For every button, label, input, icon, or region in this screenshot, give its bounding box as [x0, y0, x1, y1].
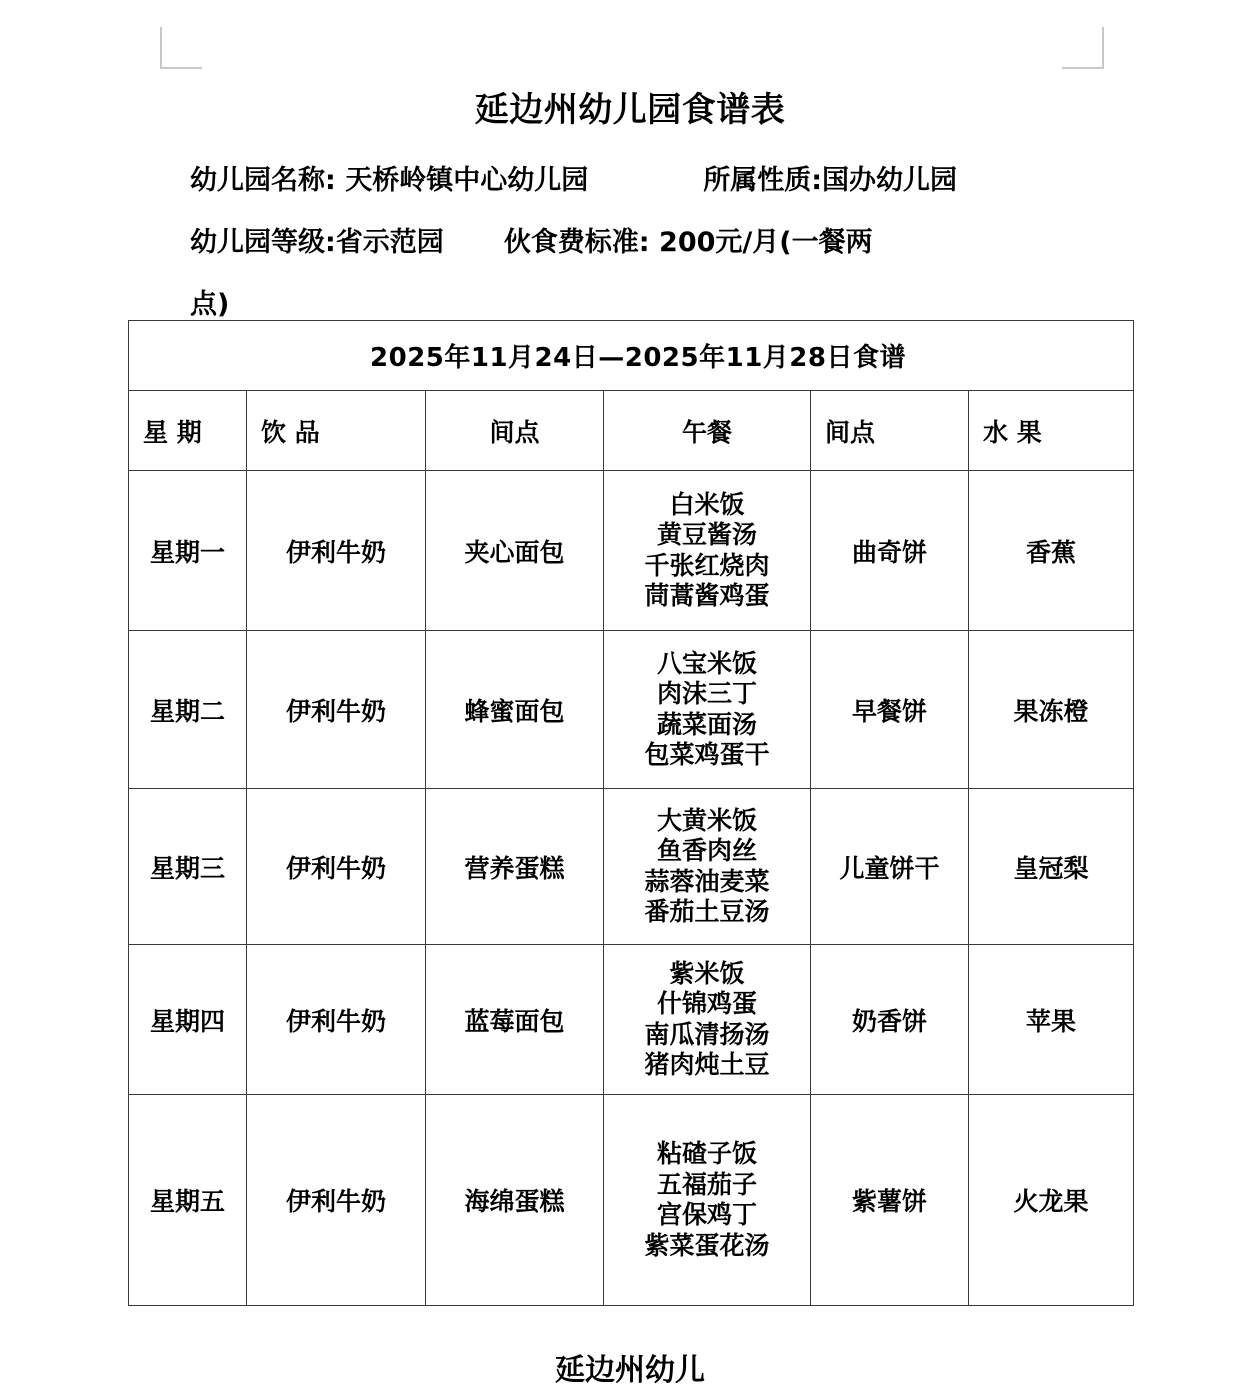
cell-lunch — [604, 631, 811, 789]
cell-fruit: 火龙果 — [969, 1095, 1134, 1306]
lunch-dish: 大黄米饭 — [656, 805, 757, 835]
column-header-snack1: 间点 — [426, 391, 604, 471]
nature-group — [703, 150, 957, 212]
table-row — [129, 471, 1134, 631]
fee-group — [504, 212, 873, 274]
cell-day: 星期一 — [129, 471, 247, 631]
cell-day: 星期三 — [129, 789, 247, 945]
lunch-dish: 蒜蓉油麦菜 — [644, 866, 770, 896]
lunch-dish: 粘碴子饭 — [656, 1139, 757, 1168]
cell-lunch — [604, 789, 811, 945]
lunch-dish: 五福茄子 — [656, 1169, 757, 1199]
meta-row-name-nature — [190, 150, 1090, 212]
level-label: 幼儿园等级: — [190, 227, 336, 258]
kindergarten-name-value: 天桥岭镇中心幼儿园 — [345, 165, 589, 196]
clipped-footer-text: 延边州幼儿 — [555, 1353, 705, 1388]
table-caption-row — [129, 321, 1134, 391]
cell-lunch — [604, 1095, 811, 1306]
kindergarten-name-label: 幼儿园名称: — [190, 165, 336, 196]
cell-snack1: 海绵蛋糕 — [426, 1095, 604, 1306]
table-caption: 2025年11月24日—2025年11月28日食谱 — [129, 321, 1134, 391]
cell-snack2: 奶香饼 — [811, 945, 969, 1095]
cell-lunch — [604, 945, 811, 1095]
menu-table — [128, 320, 1134, 1306]
column-header-lunch: 午餐 — [604, 391, 811, 471]
cell-lunch — [604, 471, 811, 631]
cell-drink: 伊利牛奶 — [247, 1095, 426, 1306]
lunch-dish: 宫保鸡丁 — [656, 1200, 757, 1229]
lunch-dish: 茼蒿酱鸡蛋 — [644, 581, 770, 610]
lunch-dish: 什锦鸡蛋 — [656, 989, 757, 1018]
table-row — [129, 945, 1134, 1095]
meta-row-level-fee — [190, 212, 1090, 274]
cell-drink: 伊利牛奶 — [247, 471, 426, 631]
cell-snack2: 早餐饼 — [811, 631, 969, 789]
page-margin-mark-top-right — [1062, 27, 1104, 69]
cell-snack1: 夹心面包 — [426, 471, 604, 631]
lunch-dish: 蔬菜面汤 — [656, 709, 757, 739]
lunch-dish: 南瓜清扬汤 — [644, 1019, 770, 1049]
menu-table-head — [129, 321, 1134, 471]
table-row — [129, 1095, 1134, 1306]
menu-table-body — [129, 471, 1134, 1306]
fee-label: 伙食费标准: — [503, 227, 650, 258]
lunch-dish: 黄豆酱汤 — [656, 520, 757, 549]
cell-snack2: 紫薯饼 — [811, 1095, 969, 1306]
cell-fruit: 皇冠梨 — [969, 789, 1134, 945]
cell-fruit: 果冻橙 — [969, 631, 1134, 789]
table-row — [129, 631, 1134, 789]
fee-value-continued: 点) — [190, 289, 230, 320]
cell-snack2: 曲奇饼 — [811, 471, 969, 631]
lunch-dish: 白米饭 — [669, 489, 745, 519]
lunch-dish: 包菜鸡蛋干 — [644, 740, 770, 769]
table-row — [129, 789, 1134, 945]
lunch-dish: 千张红烧肉 — [644, 550, 770, 580]
page-title: 延边州幼儿园食谱表 — [474, 90, 786, 130]
lunch-dish: 紫米饭 — [669, 958, 745, 988]
nature-value: 国办幼儿园 — [822, 165, 958, 196]
lunch-dish: 八宝米饭 — [656, 648, 757, 678]
cell-day: 星期五 — [129, 1095, 247, 1306]
lunch-dish: 紫菜蛋花汤 — [644, 1230, 770, 1260]
cell-drink: 伊利牛奶 — [247, 945, 426, 1095]
fee-value: 200元/月(一餐两 — [659, 227, 873, 258]
cell-drink: 伊利牛奶 — [247, 789, 426, 945]
column-header-snack2: 间点 — [811, 391, 969, 471]
cell-day: 星期二 — [129, 631, 247, 789]
cell-snack2: 儿童饼干 — [811, 789, 969, 945]
kindergarten-name-group — [190, 150, 588, 212]
level-group — [190, 212, 444, 274]
lunch-dish: 肉沫三丁 — [656, 679, 757, 708]
cell-snack1: 蜂蜜面包 — [426, 631, 604, 789]
page-margin-mark-top-left — [160, 27, 202, 69]
cell-snack1: 营养蛋糕 — [426, 789, 604, 945]
lunch-dish: 鱼香肉丝 — [656, 836, 757, 865]
cell-fruit: 香蕉 — [969, 471, 1134, 631]
nature-label: 所属性质: — [703, 165, 823, 196]
column-header-drink: 饮 品 — [247, 391, 426, 471]
lunch-dish: 番茄土豆汤 — [644, 897, 770, 926]
cell-fruit: 苹果 — [969, 945, 1134, 1095]
table-header-row — [129, 391, 1134, 471]
column-header-day: 星 期 — [129, 391, 247, 471]
cell-day: 星期四 — [129, 945, 247, 1095]
lunch-dish: 猪肉炖土豆 — [644, 1050, 770, 1079]
column-header-fruit: 水 果 — [969, 391, 1134, 471]
level-value: 省示范园 — [335, 227, 444, 258]
cell-drink: 伊利牛奶 — [247, 631, 426, 789]
document-meta-block — [190, 150, 1090, 336]
cell-snack1: 蓝莓面包 — [426, 945, 604, 1095]
